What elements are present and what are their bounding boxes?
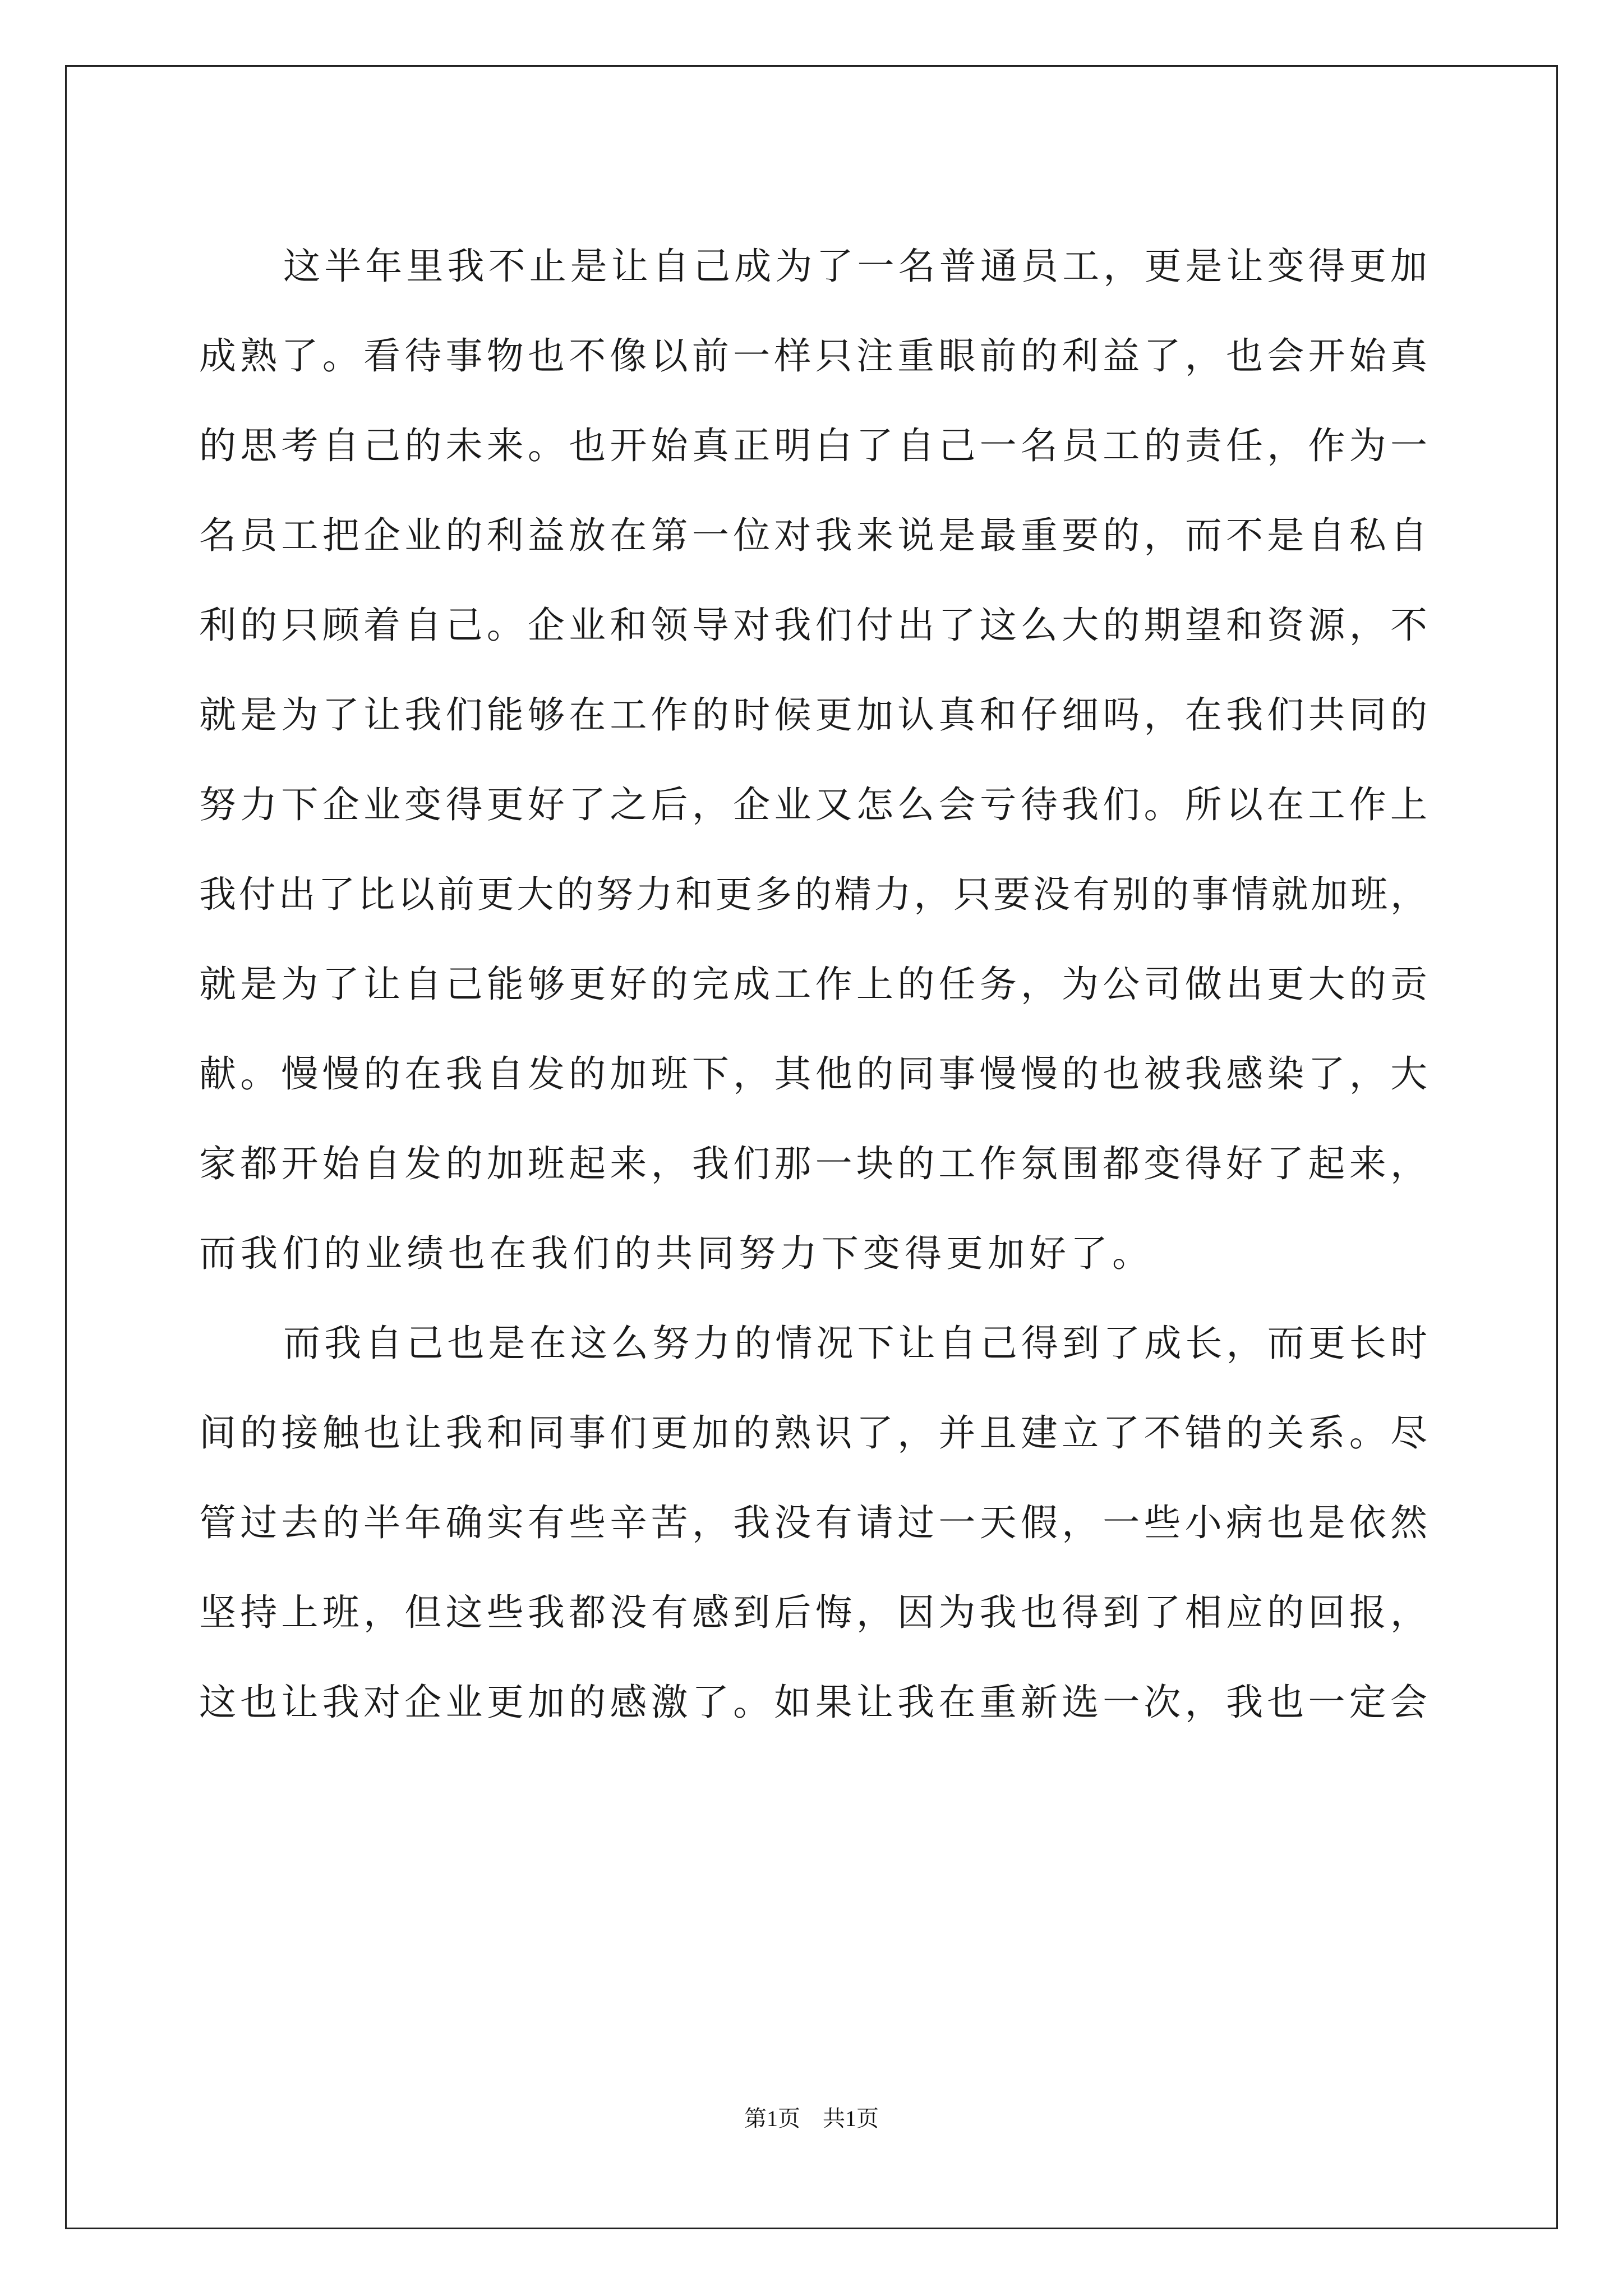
paragraph-2-line-3: 管过去的半年确实有些辛苦，我没有请过一天假，一些小病也是依然 [199, 1501, 1427, 1544]
paragraph-2-line-2: 间的接触也让我和同事们更加的熟识了，并且建立了不错的关系。尽 [199, 1411, 1427, 1455]
paragraph-1-line-7: 努力下企业变得更好了之后，企业又怎么会亏待我们。所以在工作上 [199, 783, 1427, 826]
paragraph-1-line-12: 而我们的业绩也在我们的共同努力下变得更加好了。 [199, 1232, 1154, 1275]
page-number-total: 共1页 [823, 2106, 879, 2131]
paragraph-2-line-5: 这也让我对企业更加的感激了。如果让我在重新选一次，我也一定会 [199, 1681, 1427, 1724]
paragraph-1-line-10: 献。慢慢的在我自发的加班下，其他的同事慢慢的也被我感染了，大 [199, 1052, 1427, 1096]
paragraph-1-line-5: 利的只顾着自己。企业和领导对我们付出了这么大的期望和资源，不 [199, 604, 1427, 647]
paragraph-1-line-11: 家都开始自发的加班起来，我们那一块的工作氛围都变得好了起来， [199, 1142, 1427, 1185]
page-footer [0, 2101, 1623, 2133]
page-number-current: 第1页 [744, 2106, 800, 2131]
paragraph-1-line-3: 的思考自己的未来。也开始真正明白了自己一名员工的责任，作为一 [199, 424, 1427, 467]
paragraph-1-line-6: 就是为了让我们能够在工作的时候更加认真和仔细吗，在我们共同的 [199, 693, 1427, 737]
paragraph-2-line-1: 而我自己也是在这么努力的情况下让自己得到了成长，而更长时 [283, 1322, 1427, 1365]
paragraph-2-line-4: 坚持上班，但这些我都没有感到后悔，因为我也得到了相应的回报， [199, 1591, 1427, 1634]
paragraph-1-line-1: 这半年里我不止是让自己成为了一名普通员工，更是让变得更加 [283, 245, 1427, 288]
paragraph-1-line-9: 就是为了让自己能够更好的完成工作上的任务，为公司做出更大的贡 [199, 963, 1427, 1006]
document-body [199, 222, 1427, 1747]
paragraph-1-line-4: 名员工把企业的利益放在第一位对我来说是最重要的，而不是自私自 [199, 514, 1427, 557]
paragraph-1-line-8: 我付出了比以前更大的努力和更多的精力，只要没有别的事情就加班， [199, 873, 1427, 916]
paragraph-1-line-2: 成熟了。看待事物也不像以前一样只注重眼前的利益了，也会开始真 [199, 334, 1427, 378]
